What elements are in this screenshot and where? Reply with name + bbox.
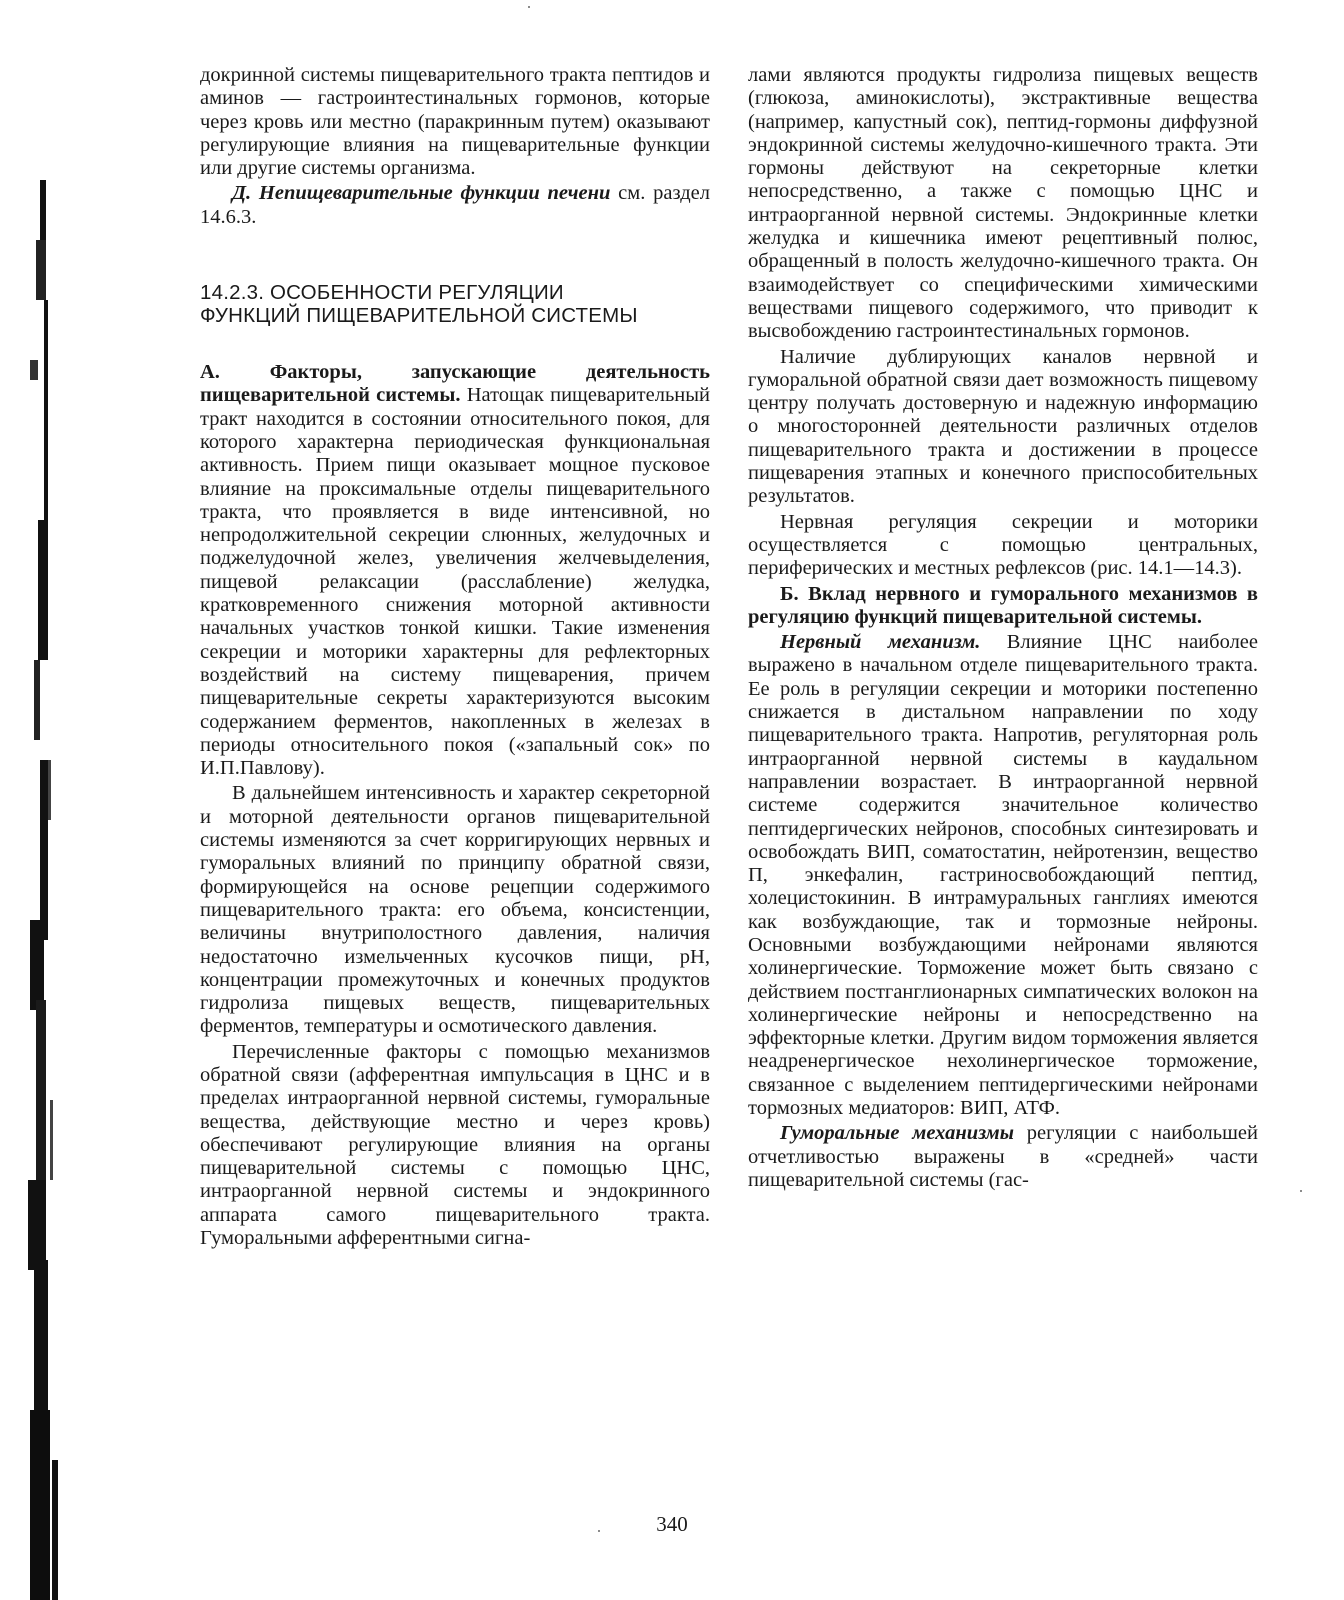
paragraph-nervous-mechanism xyxy=(748,631,1258,1120)
section-d-label: Д. Непищеварительные функции печени xyxy=(232,182,611,205)
section-a-text: Натощак пищеварительный тракт находится в состоянии относительного покоя, для которого характерна периодическая функциональная активность. Прием пищи оказывает мощное пусковое влияние на проксимальные отделы пищеварительного тракта, что проявляется в виде интенсивной, но непродолжительной секреции слюнных, желудочных и поджелудочной желез, увеличения желчевыделения, пищевой релаксации (расслабление) желудка, кратковременного снижения моторной активности начальных участков тонкой кишки. Такие изменения секреции и моторики характерны для рефлекторных воздействий на систему пищеварения, причем пищеварительные секреты характеризуются высоким содержанием ферментов, накопленных в железах в периоды относительного покоя («запальный сок» по И.П.Павлову). xyxy=(200,384,711,780)
right-column xyxy=(748,64,1258,1192)
scan-edge-artifact xyxy=(0,0,60,1600)
paragraph-section-a xyxy=(200,361,710,780)
paragraph-section-b xyxy=(748,583,1258,630)
scan-speck xyxy=(528,6,530,8)
section-heading-line-1: 14.2.3. ОСОБЕННОСТИ РЕГУЛЯЦИИ xyxy=(200,281,564,305)
section-heading-line-2: ФУНКЦИЙ ПИЩЕВАРИТЕЛЬНОЙ СИСТЕМЫ xyxy=(200,304,638,328)
humoral-mechanism-text: регуляции с наибольшей отчетливостью выражены в «средней» части пищеварительной системы (гас- xyxy=(748,1122,1258,1191)
section-d-text: см. раздел 14.6.3. xyxy=(200,182,710,228)
paragraph-nervous-regulation: Нервная регуляция секреции и моторики осуществляется с помощью центральных, периферических и местных рефлексов (рис. 14.1—14.3). xyxy=(748,510,1258,580)
paragraph-intro: докринной системы пищеварительного тракта пептидов и аминов — гастроинтестинальных гормонов, которые через кровь или местно (паракринным путем) оказывают регулирующие влияния на пищеварительные функции или другие системы организма. xyxy=(200,64,710,180)
paragraph-section-d xyxy=(200,182,710,229)
section-a-label: А. Факторы, запускающие деятельность пищеварительной системы. xyxy=(200,361,710,407)
paragraph-further: В дальнейшем интенсивность и характер секреторной и моторной деятельности органов пищеварительной системы изменяются за счет корригирующих нервных и гуморальных влияний по принципу обратной связи, формирующейся на основе рецепции содержимого пищеварительного тракта: его объема, консистенции, величины внутриполостного давления, наличия недостаточно измельченных кусочков пищи, pH, концентрации промежуточных и конечных продуктов гидролиза пищевых веществ, пищеварительных ферментов, температуры и осмотического давления. xyxy=(200,782,710,1038)
page-number: 340 xyxy=(656,1512,688,1536)
section-b-label: Б. Вклад нервного и гуморального механизмов в регуляцию функций пищеварительной системы. xyxy=(748,582,1258,628)
paragraph-continuation: лами являются продукты гидролиза пищевых веществ (глюкоза, аминокислоты), экстрактивные вещества (например, капустный сок), пептид-гормоны диффузной эндокринной системы желудочно-кишечного тракта. Эти гормоны действуют на секреторные клетки непосредственно, а также с помощью ЦНС и интраорганной нервной системы. Эндокринные клетки желудка и кишечника имеют рецептивный полюс, обращенный в полость желудочно-кишечного тракта. Он взаимодействует со специфическими химическими веществами пищевого содержимого, что приводит к высвобождению гастроинтестинальных гормонов. xyxy=(748,64,1258,343)
scan-speck xyxy=(1300,1190,1302,1192)
left-column xyxy=(200,64,710,1250)
section-heading xyxy=(200,281,710,327)
humoral-mechanism-label: Гуморальные механизмы xyxy=(780,1122,1014,1145)
nervous-mechanism-text: Влияние ЦНС наиболее выражено в начальном отделе пищеварительного тракта. Ее роль в регуляции секреции и моторики постепенно снижается в дистальном направлении по ходу пищеварительного тракта. Напротив, регуляторная роль интраорганной нервной системы в каудальном направлении возрастает. В интраорганной нервной системе содержится значительное количество пептидергических нейронов, способных синтезировать и освобождать ВИП, соматостатин, нейротензин, вещество П, энкефалин, гастриносвобождающий пептид, холецистокинин. В интрамуральных ганглиях имеются как возбуждающие, так и тормозные нейроны. Основными возбуждающими нейронами являются холинергические. Торможение может быть связано с действием постганглионарных симпатических волокон на холинергические нейроны и непосредственно на эффекторные клетки. Другим видом торможения является неадренергическое нехолинергическое торможение, связанное с выделением пептидергическими нейронами тормозных медиаторов: ВИП, АТФ. xyxy=(748,631,1258,1120)
paragraph-listed-factors: Перечисленные факторы с помощью механизмов обратной связи (афферентная импульсация в ЦНС и в пределах интраорганной нервной системы, гуморальные вещества, действующие местно и через кровь) обеспечивают регулирующие влияния на органы пищеварительной системы с помощью ЦНС, интраорганной нервной системы и эндокринного аппарата самого пищеварительного тракта. Гуморальными афферентными сигна- xyxy=(200,1040,710,1250)
paragraph-dual-channels: Наличие дублирующих каналов нервной и гуморальной обратной связи дает возможность пищевому центру получать достоверную и надежную информацию о многосторонней деятельности различных отделов пищеварительного тракта и достижении в процессе пищеварения этапных и конечного приспособительных результатов. xyxy=(748,345,1258,508)
paragraph-humoral-mechanism xyxy=(748,1122,1258,1192)
nervous-mechanism-label: Нервный механизм. xyxy=(780,631,981,654)
